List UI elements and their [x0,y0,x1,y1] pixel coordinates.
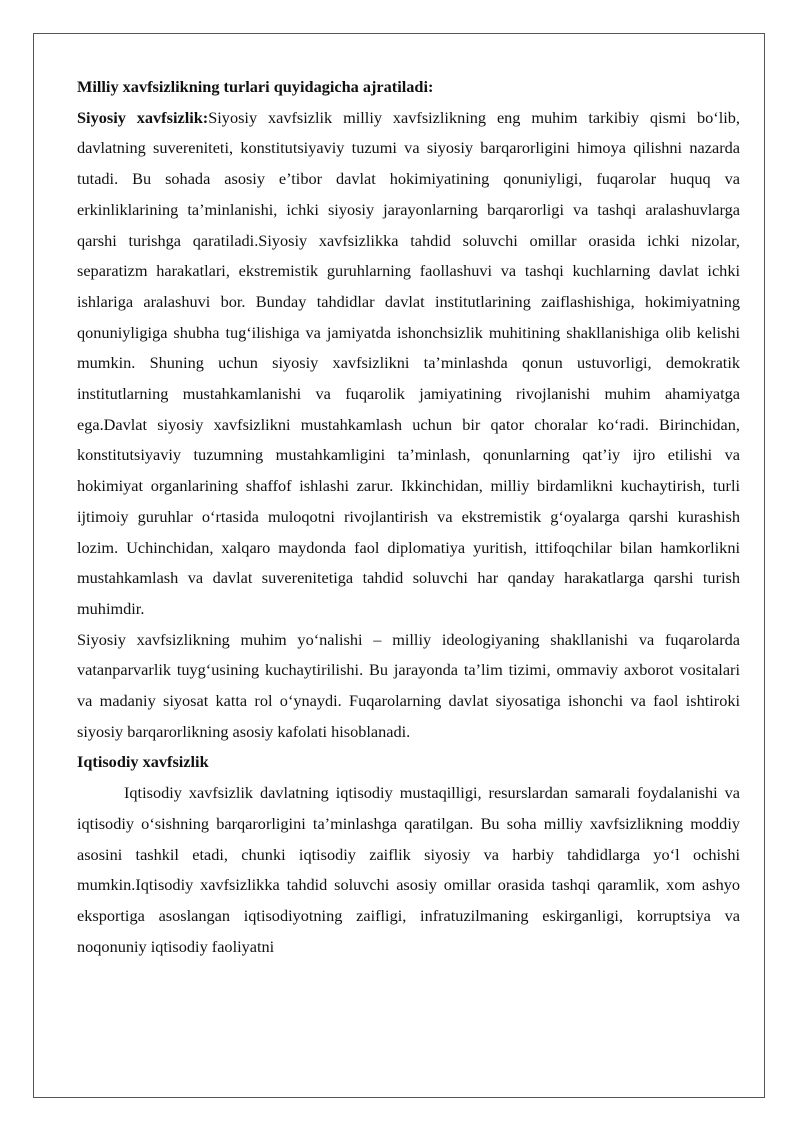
document-heading: Milliy xavfsizlikning turlari quyidagicha ajratiladi: [77,77,434,96]
section-economic-paragraph-1: Iqtisodiy xavfsizlik davlatning iqtisodiy mustaqilligi, resurslardan samarali foydalanishi va iqtisodiy o‘sishning barqarorligini ta’minlashga qaratilgan. Bu soha milliy xavfsizlikning moddiy asosini tashkil etadi, chunki iqtisodiy zaiflik siyosiy va harbiy tahdidlarga yo‘l ochishi mumkin.Iqtisodiy xavfsizlikka tahdid soluvchi asosiy omillar orasida tashqi qaramlik, xom ashyo eksportiga asoslangan iqtisodiyotning zaifligi, infratuzilmaning eskirganligi, korruptsiya va noqonuniy iqtisodiy faoliyatni [77,783,740,956]
section-political-lead-label: Siyosiy xavfsizlik: [77,107,209,127]
section-economic-heading: Iqtisodiy xavfsizlik [77,752,209,772]
section-political-paragraph-2: Siyosiy xavfsizlikning muhim yo‘nalishi – milliy ideologiyaning shakllanishi va fuqarolarda vatanparvarlik tuyg‘usining kuchaytirilishi. Bu jarayonda ta’lim tizimi, ommaviy axborot vositalari va madaniy siyosat katta rol o‘ynaydi. Fuqarolarning davlat siyosatiga ishonchi va faol ishtiroki siyosiy barqarorlikning asosiy kafolati hisoblanadi. [77,629,740,741]
document-body [77,72,740,962]
section-political-text-1: Siyosiy xavfsizlik milliy xavfsizlikning eng muhim tarkibiy qismi bo‘lib, davlatning suvereniteti, konstitutsiyaviy tuzumi va siyosiy barqarorligini himoya qilishni nazarda tutadi. Bu sohada asosiy e’tibor davlat hokimiyatining qonuniyligi, fuqarolar huquq va erkinliklarining ta’minlanishi, ichki siyosiy jarayonlarning barqarorligi va tashqi aralashuvlarga qarshi turishga qaratiladi.Siyosiy xavfsizlikka tahdid soluvchi omillar orasida ichki nizolar, separatizm harakatlari, ekstremistik guruhlarning faollashuvi va tashqi kuchlarning davlat ichki ishlariga aralashuvi bor. Bunday tahdidlar davlat institutlarining zaiflashishiga, hokimiyatning qonuniyligiga shubha tug‘ilishiga va jamiyatda ishonchsizlik muhitining shakllanishiga olib kelishi mumkin. Shuning uchun siyosiy xavfsizlikni ta’minlashda qonun ustuvorligi, demokratik institutlarning mustahkamlanishi va fuqarolik jamiyatining rivojlanishi muhim ahamiyatga ega.Davlat siyosiy xavfsizlikni mustahkamlash uchun bir qator choralar ko‘radi. Birinchidan, konstitutsiyaviy tuzumning mustahkamligini ta’minlash, qonunlarning qat’iy ijro etilishi va hokimiyat organlarining shaffof ishlashi zarur. Ikkinchidan, milliy birdamlikni kuchaytirish, turli ijtimoiy guruhlar o‘rtasida muloqotni rivojlantirish va ekstremistik g‘oyalarga qarshi kurashish lozim. Uchinchidan, xalqaro maydonda faol diplomatiya yuritish, ittifoqchilar bilan hamkorlikni mustahkamlash va davlat suverenitetiga tahdid soluvchi har qanday harakatlarga qarshi turish muhimdir. [77,107,740,618]
section-political-paragraph-1 [77,103,740,625]
